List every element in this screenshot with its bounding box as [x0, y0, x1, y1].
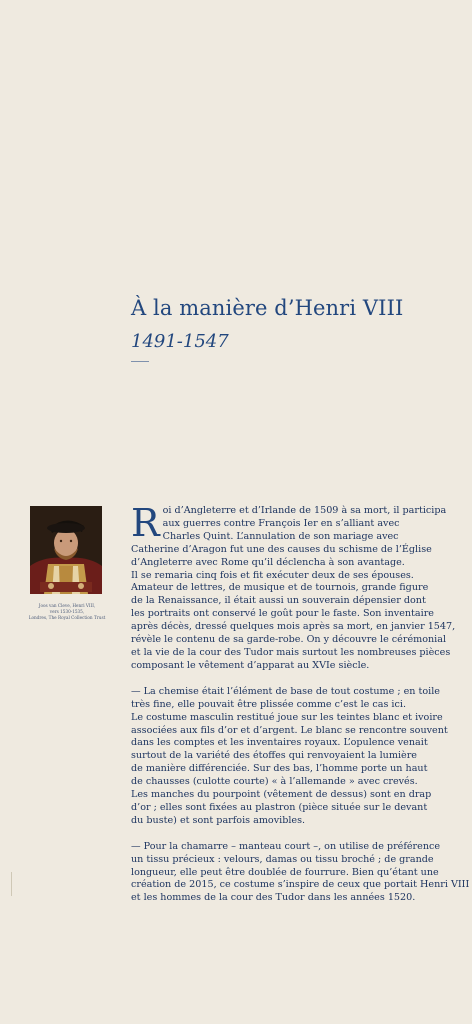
text-line: après décès, dressé quelques mois après sa mort, en janvier 1547,	[131, 621, 456, 633]
text-line: de chausses (culotte courte) « à l’allemande » avec crevés.	[131, 776, 418, 788]
text-line: très fine, elle pouvait être plissée comme c’est le cas ici.	[131, 698, 406, 710]
text-line: d’or ; elles sont fixées au plastron (pièce située sur le devant	[131, 801, 428, 813]
drop-cap: R	[131, 501, 160, 545]
text-line: révèle le contenu de sa garde-robe. On y découvre le cérémonial	[131, 634, 447, 646]
text-line: Charles Quint. L’annulation de son mariage avec	[162, 530, 399, 542]
caption-line: vers 1530-1535,	[49, 609, 85, 615]
margin-mark	[11, 872, 12, 896]
text-line: du buste) et sont parfois amovibles.	[131, 814, 306, 826]
text-line: Amateur de lettres, de musique et de tournois, grande figure	[131, 582, 429, 594]
body-text	[131, 501, 470, 905]
text-line: oi d’Angleterre et d’Irlande de 1509 à sa mort, il participa	[162, 505, 447, 516]
text-line: — La chemise était l’élément de base de tout costume ; en toile	[131, 685, 440, 697]
text-line: création de 2015, ce costume s’inspire de ceux que portait Henri VIII	[131, 879, 470, 891]
text-line: et les hommes de la cour des Tudor dans les années 1520.	[131, 892, 416, 904]
title-divider	[131, 361, 149, 362]
caption-line: Joos van Cleve, Henri VIII,	[38, 603, 96, 608]
text-line: Il se remaria cinq fois et fit exécuter deux de ses épouses.	[131, 569, 414, 581]
text-line: de la Renaissance, il était aussi un souverain dépensier dont	[131, 595, 426, 607]
text-line: composant le vêtement d’apparat au XVIe siècle.	[131, 659, 370, 671]
text-line: de manière différenciée. Sur des bas, l’homme porte un haut	[131, 763, 428, 775]
text-line: aux guerres contre François Ier en s’alliant avec	[162, 517, 400, 529]
paragraph-chamarre	[131, 840, 470, 906]
text-line: dans les comptes et les inventaires royaux. L’opulence venait	[131, 737, 428, 749]
text-line: Catherine d’Aragon fut une des causes du schisme de l’Église	[131, 543, 432, 555]
paragraph-costume	[131, 685, 448, 828]
paragraph-biography	[131, 501, 456, 673]
text-line: associées aux fils d’or et d’argent. Le blanc se rencontre souvent	[131, 724, 448, 736]
text-line: d’Angleterre avec Rome qu’il déclencha à son avantage.	[131, 556, 405, 568]
text-line: longueur, elle peut être doublée de fourrure. Bien qu’étant une	[131, 866, 439, 878]
text-line: surtout de la variété des étoffes qui renvoyaient la lumière	[131, 750, 417, 762]
text-line: — Pour la chamarre – manteau court –, on utilise de préférence	[131, 840, 441, 852]
text-line: un tissu précieux : velours, damas ou tissu broché ; de grande	[131, 853, 434, 865]
portrait-caption	[22, 603, 112, 622]
text-line: Le costume masculin restitué joue sur les teintes blanc et ivoire	[131, 711, 443, 723]
text-line: Les manches du pourpoint (vêtement de dessus) sont en drap	[131, 789, 432, 801]
text-line: et la vie de la cour des Tudor mais surtout les nombreuses pièces	[131, 646, 451, 658]
caption-line: Londres, The Royal Collection Trust	[28, 615, 106, 621]
portrait-painting	[30, 506, 102, 594]
page-title: À la manière d’Henri VIII	[131, 296, 404, 320]
text-line: les portraits ont conservé le goût pour le faste. Son inventaire	[131, 608, 434, 620]
portrait-henri-viii	[30, 506, 102, 594]
reign-dates: 1491-1547	[131, 331, 229, 352]
